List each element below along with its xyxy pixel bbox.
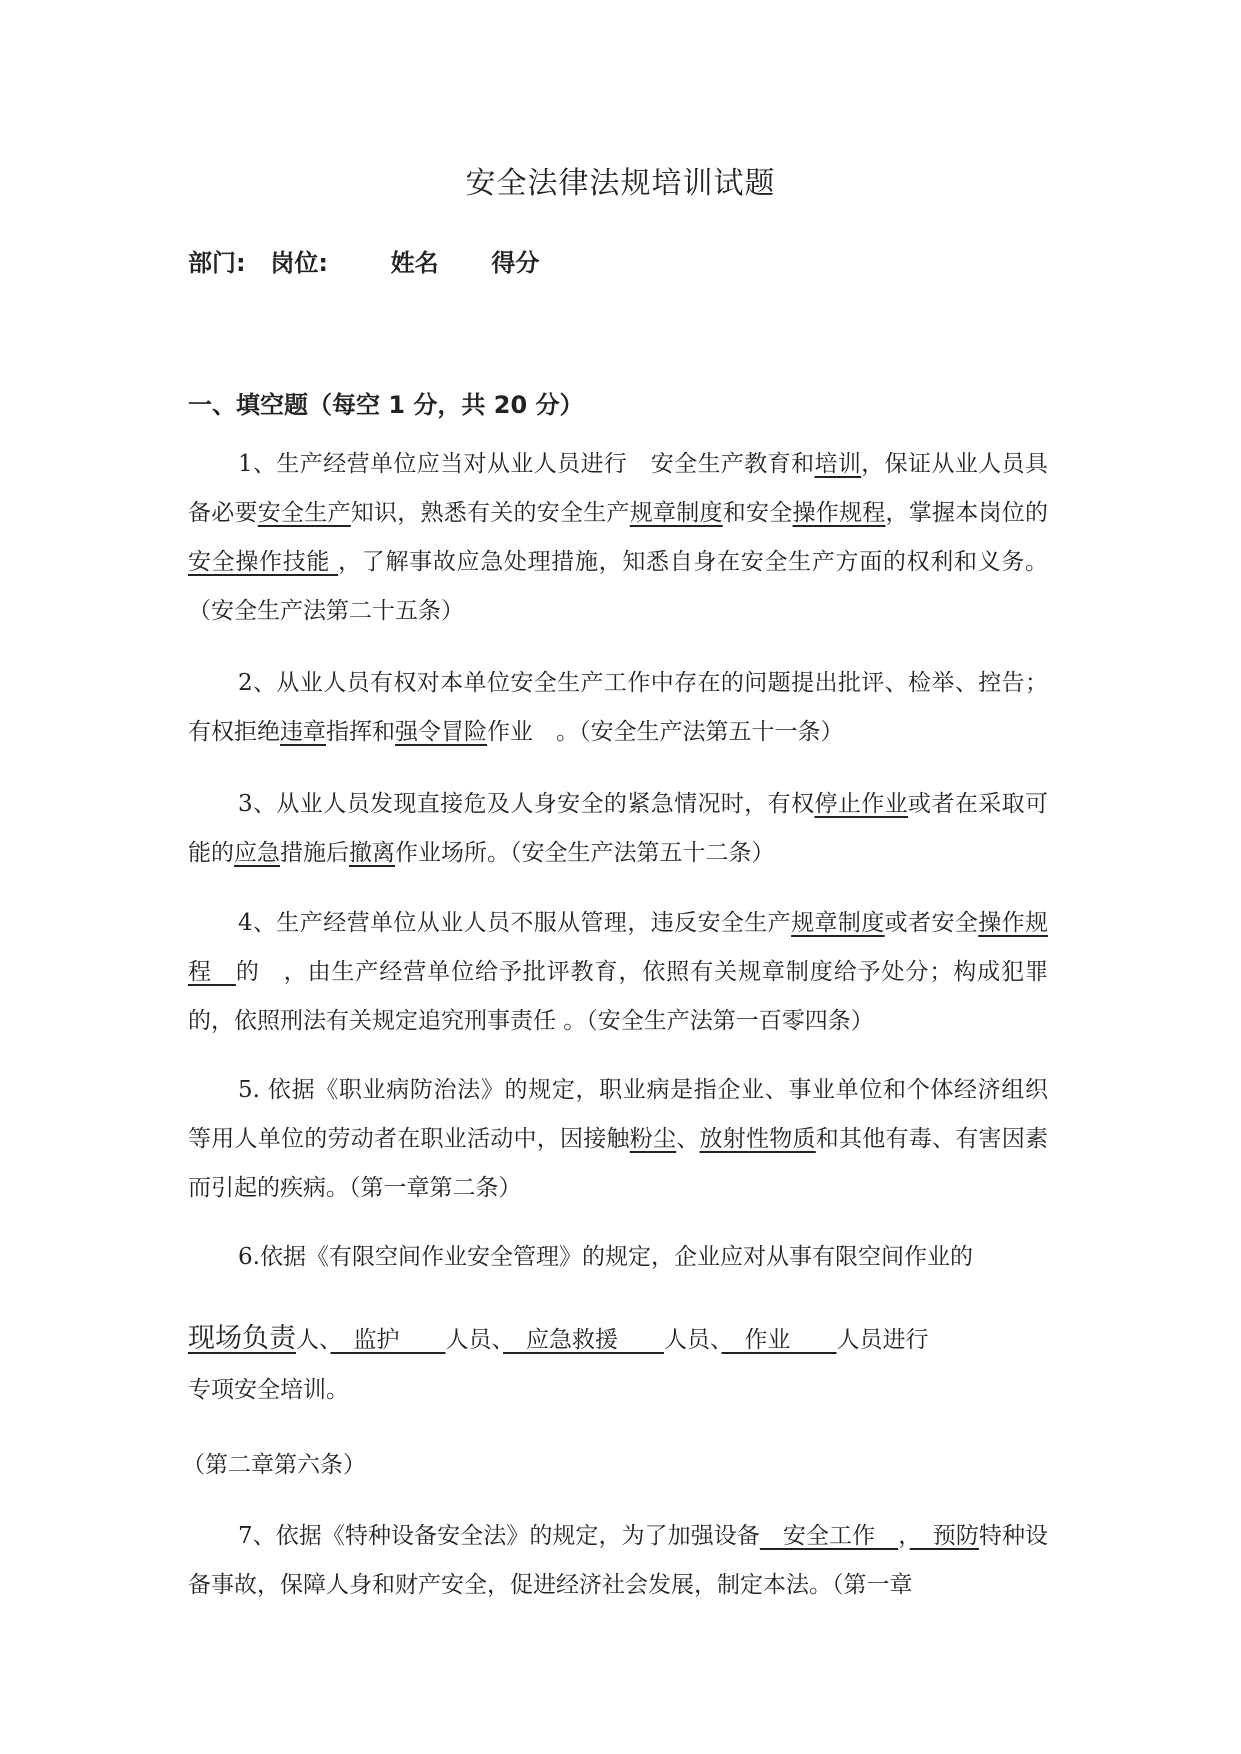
q2-text: 2、从业人员有权对本单位安全生产工作中存在的问题提出批评、检举、控告；有权拒绝 <box>188 670 1048 745</box>
q1-answer: 培训 <box>814 451 862 477</box>
q5-text: 、 <box>676 1126 700 1152</box>
page-title: 安全法律法规培训试题 <box>465 166 776 201</box>
q2-answer: 违章 <box>280 719 326 745</box>
exam-info-fields <box>188 243 539 278</box>
q4-text: 的 ，由生产经营单位给予批评教育，依照有关规章制度给予处分；构成犯罪的，依照刑法有关规定追究刑事责任 。（安全生产法第一百零四条） <box>188 959 1049 1034</box>
question-6-reference: （第二章第六条） <box>182 1452 366 1478</box>
q1-text: ，了解事故应急处理措施，知悉自身在安全生产方面的权利和义务。（安全生产法第二十五条） <box>188 549 1049 624</box>
question-6-line1: 6.依据《有限空间作业安全管理》的规定，企业应对从事有限空间作业的 <box>238 1244 973 1270</box>
question-5 <box>188 1066 1048 1213</box>
q5-answer: 粉尘 <box>629 1126 677 1152</box>
q1-answer: 操作规程 <box>792 500 886 526</box>
q4-answer: 操作规程 <box>188 910 1049 985</box>
q1-text: ，保证从业人员具备必要 <box>188 451 1049 526</box>
question-6-line3: 专项安全培训。 <box>188 1377 349 1403</box>
q3-answer: 撤离 <box>349 840 395 866</box>
q4-text: 或者安全 <box>884 910 979 936</box>
q1-text: 知识，熟悉有关的安全生产 <box>350 500 630 526</box>
q1-answer: 安全生产 <box>257 500 351 526</box>
q6-text: 人员进行 <box>836 1327 929 1353</box>
q1-answer: 规章制度 <box>629 500 723 526</box>
q1-answer: 安全操作技能 <box>188 549 339 575</box>
q1-text: 1、生产经营单位应当对从业人员进行 安全生产教育和 <box>238 451 815 477</box>
position-label: 岗位: <box>270 249 328 277</box>
q2-text: 作业 。（安全生产法第五十一条） <box>487 719 844 745</box>
q1-text: ，掌握本岗位的 <box>885 500 1048 526</box>
q6-answer: 作业 <box>721 1327 837 1353</box>
q6-text: 人、 <box>296 1327 331 1353</box>
q6-text: 人员、 <box>445 1327 503 1353</box>
question-1 <box>188 440 1048 636</box>
q3-text: 3、从业人员发现直接危及人身安全的紧急情况时，有权 <box>238 791 815 817</box>
q3-text: 措施后 <box>280 840 349 866</box>
q3-text: 或者在采取可能的 <box>188 791 1049 866</box>
q2-answer: 强令冒险 <box>395 719 487 745</box>
q6-answer: 监护 <box>330 1327 446 1353</box>
q3-answer: 应急 <box>234 840 280 866</box>
q6-answer: 应急救援 <box>503 1327 664 1353</box>
question-3 <box>188 780 1048 878</box>
question-4 <box>188 899 1048 1046</box>
q5-answer: 放射性物质 <box>699 1126 816 1152</box>
question-2 <box>188 659 1048 757</box>
q4-text: 4、生产经营单位从业人员不服从管理，违反安全生产 <box>238 910 792 936</box>
q3-text: 作业场所。（安全生产法第五十二条） <box>395 840 775 866</box>
section-heading-fill-in: 一、填空题（每空 1 分，共 20 分） <box>188 391 584 419</box>
department-label: 部门: <box>188 249 246 277</box>
q7-text: 特种设备事故，保障人身和财产安全，促进经济社会发展，制定本法。（第一章 <box>188 1523 1049 1598</box>
q1-text: 和安全 <box>722 500 793 526</box>
q5-text: 和其他有毒、有害因素而引起的疾病。（第一章第二条） <box>188 1126 1048 1201</box>
question-7 <box>188 1512 1048 1610</box>
q2-text: 指挥和 <box>326 719 395 745</box>
score-label: 得分 <box>491 249 540 277</box>
q7-text: 7、依据《特种设备安全法》的规定，为了加强设备 <box>238 1523 760 1549</box>
name-label: 姓名 <box>390 249 439 277</box>
q4-answer: 规章制度 <box>791 910 885 936</box>
q7-text: ， <box>898 1523 910 1549</box>
q7-answer: 预防 <box>909 1523 979 1549</box>
q6-answer: 现场负责 <box>188 1323 296 1354</box>
q3-answer: 停止作业 <box>814 791 909 817</box>
question-6-blanks <box>188 1314 1048 1365</box>
q5-text: 5. 依据《职业病防治法》的规定，职业病是指企业、事业单位和个体经济组织等用人单位的劳动者在职业活动中，因接触 <box>188 1077 1048 1152</box>
q6-text: 人员、 <box>664 1327 722 1353</box>
q7-answer: 安全工作 <box>759 1523 899 1549</box>
